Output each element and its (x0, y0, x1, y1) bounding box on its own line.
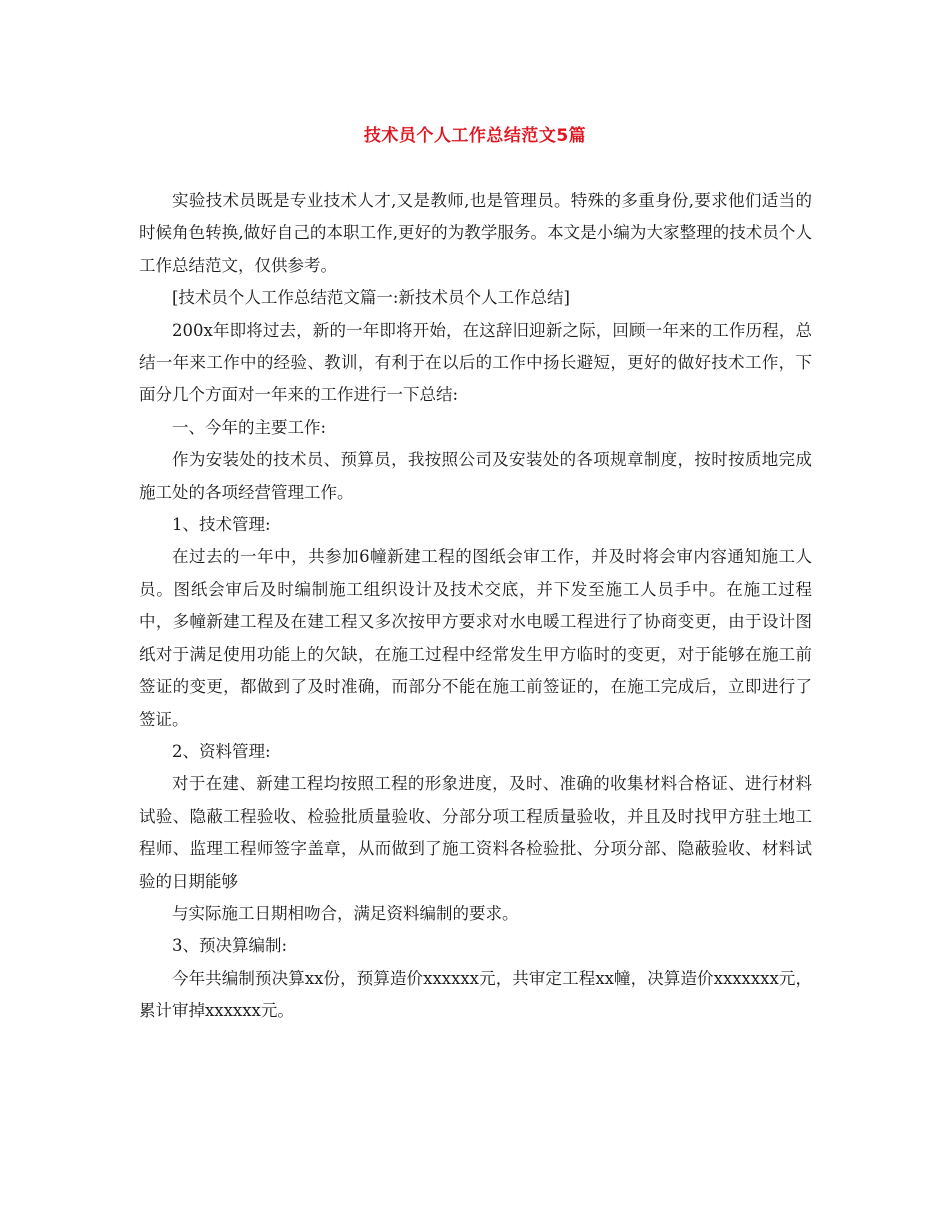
paragraph-data-management: 对于在建、新建工程均按照工程的形象进度，及时、准确的收集材料合格证、进行材料试验、隐蔽工程验收、检验批质量验收、分部分项工程质量验收，并且及时找甲方驻土地工程师、监理工程师签字盖章，从而做到了施工资料各检验批、分项分部、隐蔽验收、材料试验的日期能够 (139, 774, 812, 891)
paragraph-data-management-cont: 与实际施工日期相吻合，满足资料编制的要求。 (172, 903, 519, 923)
document-title: 技术员个人工作总结范文5篇 (363, 126, 587, 146)
paragraph-section-heading: [技术员个人工作总结范文篇一:新技术员个人工作总结] (172, 288, 570, 308)
heading-budget: 3、预决算编制: (172, 936, 288, 956)
heading-tech-management: 1、技术管理: (172, 515, 271, 535)
paragraph-budget: 今年共编制预决算xx份，预算造价xxxxxx元，共审定工程xx幢，决算造价xxxxxxx元，累计审掉xxxxxx元。 (139, 968, 812, 1021)
heading-data-management: 2、资料管理: (172, 741, 271, 761)
paragraph-role: 作为安装处的技术员、预算员，我按照公司及安装处的各项规章制度，按时按质地完成施工处的各项经营管理工作。 (139, 450, 812, 502)
document-body (139, 185, 812, 1028)
paragraph-tech-management: 在过去的一年中，共参加6幢新建工程的图纸会审工作，并及时将会审内容通知施工人员。图纸会审后及时编制施工组织设计及技术交底，并下发至施工人员手中。在施工过程中，多幢新建工程及在建工程又多次按甲方要求对水电暖工程进行了协商变更，由于设计图纸对于满足使用功能上的欠缺，在施工过程中经常发生甲方临时的变更，对于能够在施工前签证的变更，都做到了及时准确，而部分不能在施工前签证的，在施工完成后，立即进行了签证。 (139, 547, 812, 729)
paragraph-opening: 200x年即将过去，新的一年即将开始，在这辞旧迎新之际，回顾一年来的工作历程，总结一年来工作中的经验、教训，有利于在以后的工作中扬长避短，更好的做好技术工作，下面分几个方面对一年来的工作进行一下总结: (139, 320, 812, 405)
paragraph-intro: 实验技术员既是专业技术人才,又是教师,也是管理员。特殊的多重身份,要求他们适当的时候角色转换,做好自己的本职工作,更好的为教学服务。本文是小编为大家整理的技术员个人工作总结范文，仅供参考。 (139, 191, 812, 275)
heading-main-work: 一、今年的主要工作: (172, 417, 327, 437)
